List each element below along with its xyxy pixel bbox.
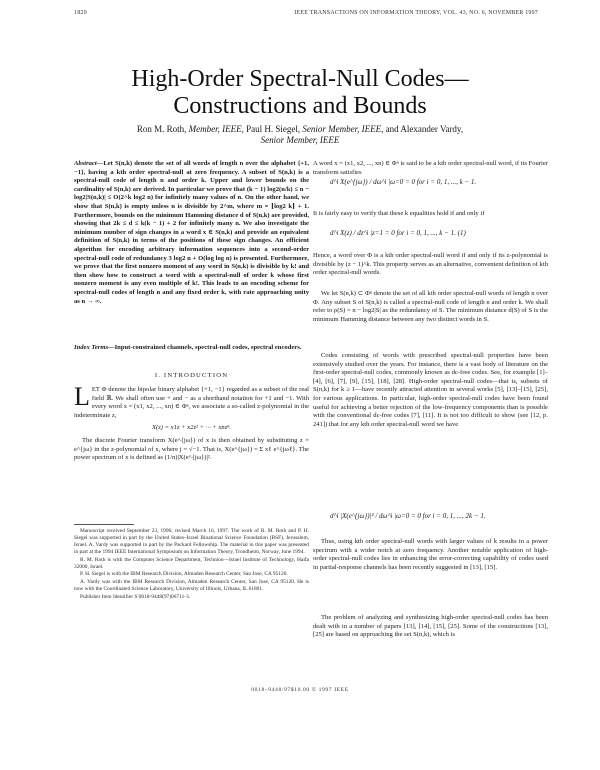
index-terms	[74, 344, 309, 353]
author-3-role: Senior Member, IEEE	[260, 135, 340, 145]
author-3: and Alexander Vardy,	[385, 124, 464, 134]
author-2-role: Senior Member, IEEE,	[302, 124, 384, 134]
right-paragraph-5	[313, 352, 548, 429]
intro-paragraph-2: The discrete Fourier transform X(e^{jω}) of x is then obtained by substituting z = e^{jω} in the z-polynomial of x, where j = √−1. That is, X(e^{jω}) = Σ xℓ e^{jωℓ}. The power spectrum of x is defined as (1/n)|X(e^{jω})|².	[74, 436, 309, 462]
footnote-roth: R. M. Roth is with the Computer Science Department, Technion—Israel Institute of Technology, Haifa 32000, Israel.	[74, 556, 309, 570]
right-paragraph-6-text: Thus, using kth order spectral-null words with larger values of k results in a power spectrum with a wider notch at zero frequency. Another notable application of high-order spectral-null codes lies in enhancing the error-correcting capability of codes used in partial-response channels has been recently suggested in [13], [15].	[313, 538, 548, 571]
title-line-1: High-Order Spectral-Null Codes—	[131, 66, 469, 92]
footnote-received: Manuscript received September 23, 1996; revised March 16, 1997. The work of R. M. Roth and P. H. Siegel was supported in part by the United States–Israel Binational Science Foundation (BSF), Jerusalem, Israel. A. Vardy was supported in part by the Packard Fellowship. The material in this paper was presented in part at the 1994 IEEE International Symposium on Information Theory, Trondheim, Norway, June 1994.	[74, 528, 309, 555]
right-paragraph-4-text: We let S(n,k) ⊂ Φⁿ denote the set of all kth order spectral-null words of length n over Φ. Any subset S of S(n,k) is called a spectral-null code of length n and order k. We shall refer to ρ(S) = n − log2|S| as the redundancy of S. The minimum distance d(S) of S is the minimum Hamming distance between any two distinct words in S.	[313, 290, 548, 323]
abstract	[74, 160, 309, 306]
author-1-role: Member, IEEE,	[188, 124, 244, 134]
footnote-rule	[74, 524, 134, 525]
footnote-vardy: A. Vardy was with the IBM Research Division, Almaden Research Center, San Jose, CA 95120. He is now with the Coordinated Science Laboratory, University of Illinois, Urbana, IL 61801.	[74, 579, 309, 593]
footnotes	[74, 528, 309, 602]
right-equation-1: d^i X(e^{jω}) / dω^i |ω=0 = 0 for i = 0, 1, ..., k − 1.	[330, 178, 477, 186]
right-paragraph-5-text: Codes consisting of words with prescribed spectral-null properties have been extensively studied over the years. For instance, there is a vast body of literature on the first-order spectral-null codes, commonly known as dc-free codes. See, for example [1]–[4], [6], [7], [9], [15], [18], [28]. High-order spectral-null codes—that is, subsets of S(n,k) for k ≥ 1—have recently attracted attention in several works [5], [13]–[15], [25], for various applications. In particular, high-order spectral-null codes have been found useful for achieving a better rejection of the low-frequency components than is possible with the conventional dc-free codes [7], [11]. It is not too difficult to show (see [12, p. 241]) that for any kth order spectral-null word we have	[313, 352, 548, 428]
intro-body	[74, 382, 309, 463]
right-paragraph-3: Hence, a word over Φ is a kth order spectral-null word if and only if its z-polynomial is divisible by (z − 1)^k. This property serves as an alternative, convenient definition of kth order spectral-null words.	[313, 252, 548, 277]
title-line-2: Constructions and Bounds	[173, 93, 427, 119]
right-paragraph-2: It is fairly easy to verify that these k equalities hold if and only if	[313, 210, 485, 217]
intro-paragraph-1: ET Φ denote the bipolar binary alphabet {+1, −1} regarded as a subset of the real field ℝ. We shall often use + and − as a shorthand notation for +1 and −1. With every word x = (x1, x2, ..., xn) ∈ Φⁿ, we associate a so-called z-polynomial in the indeterminate z,	[74, 386, 309, 419]
running-header: IEEE TRANSACTIONS ON INFORMATION THEORY, VOL. 43, NO. 6, NOVEMBER 1997	[294, 10, 538, 16]
copyright-line: 0018–9448/97$10.00 © 1997 IEEE	[251, 687, 349, 693]
author-list	[40, 124, 560, 146]
page-number: 1820	[74, 10, 87, 16]
footnote-siegel: P. H. Siegel is with the IBM Research Division, Almaden Research Center, San Jose, CA 95120.	[80, 571, 288, 578]
right-equation-2: d^i X(z) / dz^i |z=1 = 0 for i = 0, 1, ..., k − 1. (1)	[330, 229, 466, 237]
abstract-text: Let S(n,k) denote the set of all words of length n over the alphabet {+1, −1}, having a kth order spectral-null at zero frequency. A subset of S(n,k) is a spectral-null code of length n and order k. Upper and lower bounds on the cardinality of S(n,k) are derived. In particular we prove that (k − 1) log2(n/k) ≤ n − log2|S(n,k)| ≤ O(2^k log2 n) for infinitely many values of n. On the other hand, we show that S(n,k) is empty unless n is divisible by 2^m, where m = ⌊log2 k⌋ + 1. Furthermore, bounds on the minimum Hamming distance d of S(n,k) are provided, showing that 2k ≤ d ≤ k(k − 1) + 2 for infinitely many n. We also investigate the minimum number of sign changes in a word x ∈ S(n,k) and provide an equivalent definition of S(n,k) in terms of the positions of these sign changes. An efficient algorithm for encoding arbitrary information sequences into a second-order spectral-null code of redundancy 3 log2 n + O(log log n) is presented. Furthermore, we prove that the first nonzero moment of any word in S(n,k) is divisible by k! and then show how to construct a word with a spectral-null of order k whose first nonzero moment is any even multiple of k!. This leads to an encoding scheme for spectral-null codes of length n and any fixed order k, with rate approaching unity as n → ∞.	[74, 160, 309, 305]
right-paragraph-4	[313, 290, 548, 324]
abstract-label: Abstract—	[74, 160, 104, 167]
right-paragraph-7	[313, 614, 548, 640]
author-2: Paul H. Siegel,	[246, 124, 301, 134]
paper-title	[0, 66, 600, 120]
right-equation-3: d^i |X(e^{jω})|² / dω^i |ω=0 = 0 for i = 0, 1, ..., 2k − 1.	[330, 512, 486, 520]
right-paragraph-6	[313, 538, 548, 572]
index-terms-text: Input-constrained channels, spectral-null codes, spectral encoders.	[114, 344, 302, 351]
section-heading: I. INTRODUCTION	[154, 372, 229, 379]
intro-equation: X(z) = x1z + x2z² + ··· + xnzⁿ.	[152, 424, 231, 432]
right-paragraph-7-text: The problem of analyzing and synthesizing high-order spectral-null codes has been dealt with in a number of papers [13], [14], [15], [25]. Some of the constructions [13], [25] are based on approaching the set S(n,k), which is	[313, 614, 548, 639]
author-1: Ron M. Roth,	[136, 124, 187, 134]
right-paragraph-1: A word x = (x1, x2, ..., xn) ∈ Φⁿ is said to be a kth order spectral-null word, if its Fourier transform satisfies	[313, 160, 548, 176]
drop-cap: L	[74, 382, 90, 411]
index-terms-label: Index Terms—	[74, 344, 115, 351]
footnote-publisher-id: Publisher Item Identifier S 0018-9448(97)06711-3.	[80, 594, 191, 601]
